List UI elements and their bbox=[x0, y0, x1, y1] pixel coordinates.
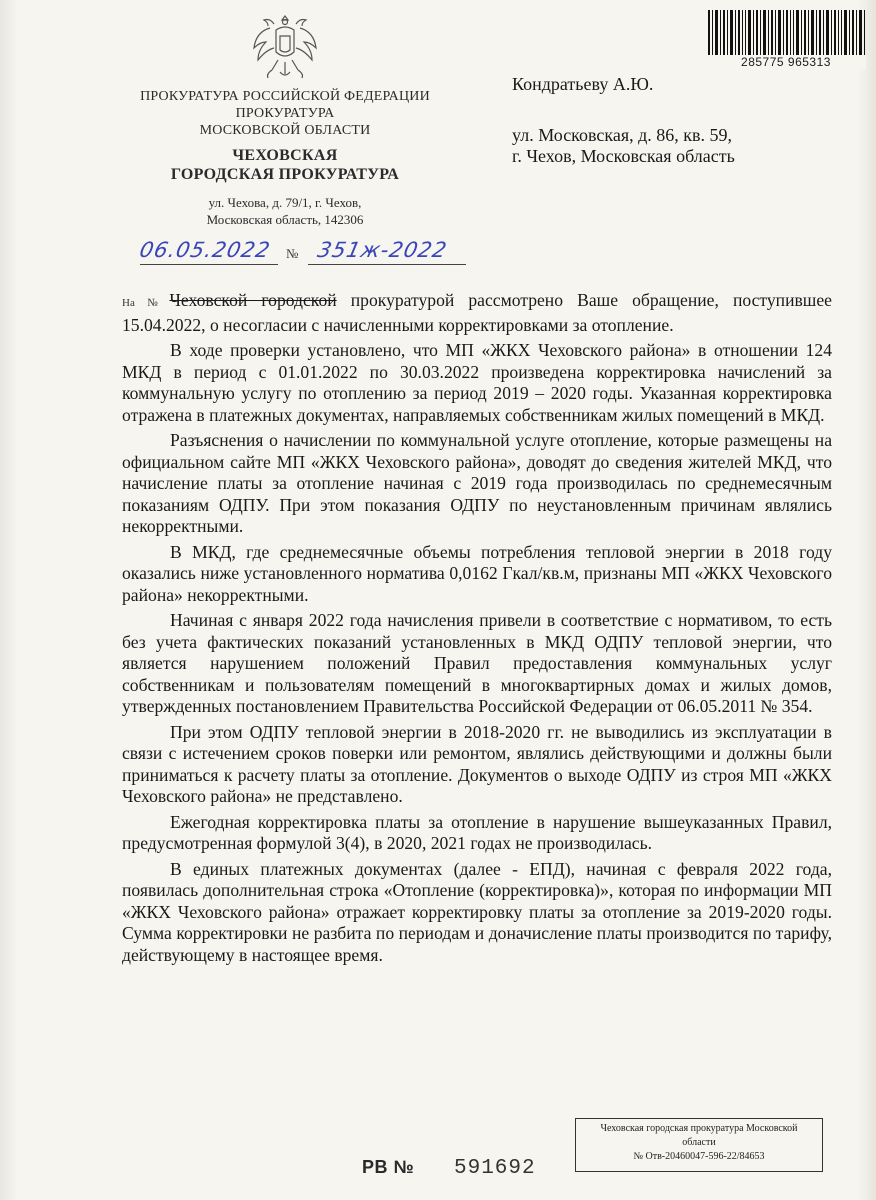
office-address-line-2: Московская область, 142306 bbox=[206, 212, 364, 227]
paragraph-3: Разъяснения о начислении по коммунальной услуге отопление, которые размещены на официальном сайте МП «ЖКХ Чеховского района», доводят до сведения жителей МКД, что начисление платы за отопление начиная с 2019 года производилась по среднемесячным показаниям ОДПУ. При этом показания ОДПУ по неустановленным причинам являлись некорректными. bbox=[122, 430, 832, 536]
prosecutor-org-header bbox=[100, 88, 470, 139]
pb-label: РВ № bbox=[362, 1157, 415, 1177]
pb-serial-number: 591692 bbox=[454, 1157, 536, 1180]
org-line-2: ПРОКУРАТУРА bbox=[235, 106, 335, 121]
double-headed-eagle-emblem-icon bbox=[250, 10, 320, 82]
paragraph-1-text: прокуратурой рассмотрено Ваше обращение, поступившее 15.04.2022, о несогласии с начисленными корректировками за отопление. bbox=[122, 290, 832, 335]
office-address bbox=[100, 194, 470, 228]
paragraph-8: В единых платежных документах (далее - ЕПД), начиная с февраля 2022 года, появилась дополнительная строка «Отопление (корректировка)», которая по информации МП «ЖКХ Чеховского района» отражает корректировку платы за отопление за 2019-2020 годы. Сумма корректировки не разбита по периодам и доначисление платы производится по тарифу, действующему в настоящее время. bbox=[122, 858, 832, 965]
date-underline bbox=[140, 264, 278, 265]
stamp-line-1: Чеховская городская прокуратура Московской bbox=[600, 1123, 798, 1134]
paragraph-1 bbox=[122, 290, 832, 336]
registration-line bbox=[137, 236, 470, 272]
barcode-number: 285775 965313 bbox=[706, 55, 866, 69]
reference-label: На № bbox=[122, 297, 168, 309]
registration-stamp bbox=[575, 1118, 823, 1172]
paragraph-7: Ежегодная корректировка платы за отопление в нарушение вышеуказанных Правил, предусмотренная формулой 3(4), в 2020, 2021 годах не производилась. bbox=[122, 811, 832, 853]
handwritten-date: 06.05.2022 bbox=[137, 238, 273, 262]
paragraph-2: В ходе проверки установлено, что МП «ЖКХ Чеховского района» в отношении 124 МКД в период с 01.01.2022 по 30.03.2022 произведена корректировка начислений за коммунальную услугу по отоплению за период 2019 – 2020 годы. Указанная корректировка отражена в платежных документах, направляемых собственникам жилых помещений в МКД. bbox=[122, 340, 832, 425]
letter-body bbox=[122, 290, 832, 970]
stamp-line-3: № Отв-20460047-596-22/84653 bbox=[633, 1151, 765, 1162]
paragraph-5: Начиная с января 2022 года начисления привели в соответствие с нормативом, то есть без учета фактических показаний установленных в МКД ОДПУ тепловой энергии, что является нарушением положений Правил предоставления коммунальных услуг собственникам и пользователям помещений в многоквартирных домах и жилых домов, утвержденных постановлением Правительства Российской Федерации от 06.05.2011 № 354. bbox=[122, 610, 832, 716]
pb-number-block bbox=[362, 1157, 536, 1180]
addressee-address bbox=[512, 125, 735, 167]
paragraph-4: В МКД, где среднемесячные объемы потребления тепловой энергии в 2018 году оказались ниже установленного норматива 0,0162 Гкал/кв.м, признаны МП «ЖКХ Чеховского района» некорректными. bbox=[122, 541, 832, 605]
org-line-3: МОСКОВСКОЙ ОБЛАСТИ bbox=[199, 123, 371, 138]
addressee-street: ул. Московская, д. 86, кв. 59, bbox=[512, 125, 733, 145]
number-symbol: № bbox=[286, 246, 299, 261]
addressee-name: Кондратьеву А.Ю. bbox=[512, 74, 654, 94]
office-line-2: ГОРОДСКАЯ ПРОКУРАТУРА bbox=[170, 166, 400, 183]
struck-office-name: Чеховской городской bbox=[169, 290, 337, 310]
stamp-line-2: области bbox=[682, 1137, 716, 1148]
paragraph-6: При этом ОДПУ тепловой энергии в 2018-2020 гг. не выводились из эксплуатации в связи с истечением сроков поверки или ремонтом, являлись действующими и должны были приниматься к расчету платы за отопление. Документов о выходе ОДПУ из строя МП «ЖКХ Чеховского района» не представлено. bbox=[122, 721, 832, 806]
city-office-header bbox=[100, 146, 470, 184]
office-line-1: ЧЕХОВСКАЯ bbox=[232, 147, 338, 164]
handwritten-number: 351ж-2022 bbox=[315, 238, 450, 262]
addressee-city: г. Чехов, Московская область bbox=[512, 146, 735, 166]
number-underline bbox=[308, 264, 466, 265]
office-address-line-1: ул. Чехова, д. 79/1, г. Чехов, bbox=[208, 195, 362, 210]
org-line-1: ПРОКУРАТУРА РОССИЙСКОЙ ФЕДЕРАЦИИ bbox=[140, 89, 430, 104]
